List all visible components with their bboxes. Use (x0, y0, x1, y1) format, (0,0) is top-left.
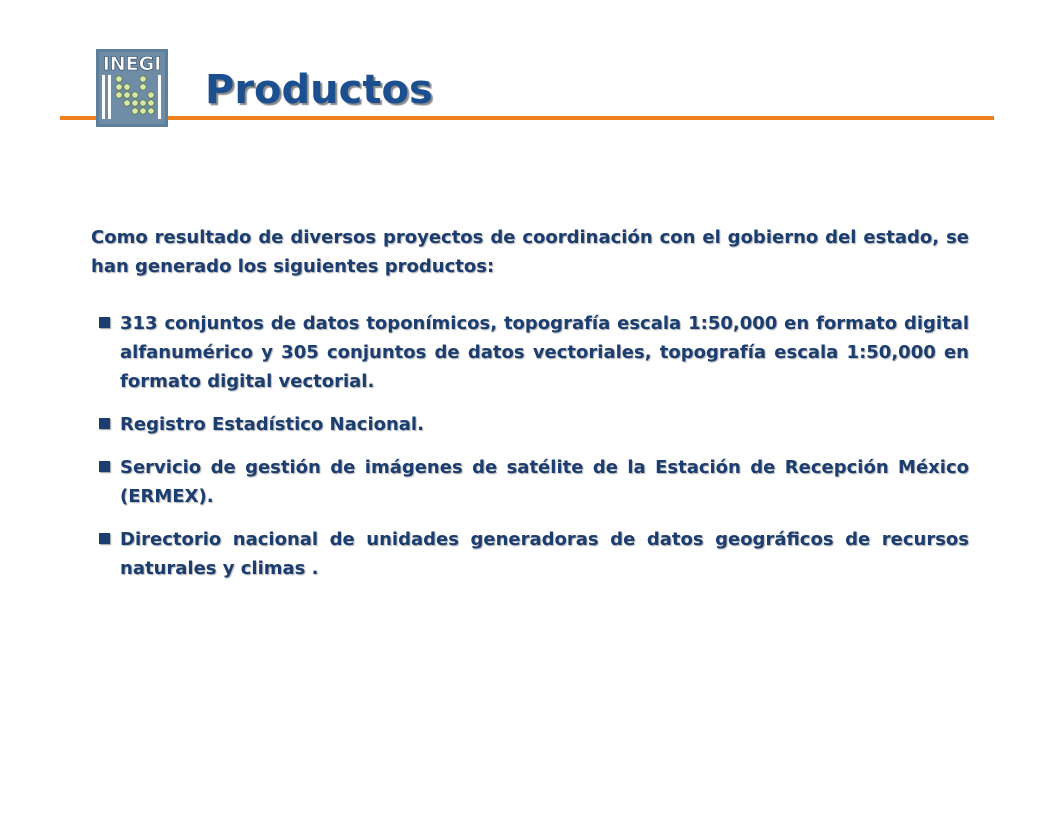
inegi-logo (96, 49, 168, 127)
header-divider (60, 116, 994, 120)
list-item-text: Servicio de gestión de imágenes de satélite de la Estación de Recepción México (ERMEX). (120, 457, 969, 507)
list-item (91, 410, 969, 439)
square-bullet-icon (99, 418, 110, 429)
list-item-text: 313 conjuntos de datos toponímicos, topografía escala 1:50,000 en formato digital alfanumérico y 305 conjuntos de datos vectoriales, topografía escala 1:50,000 en formato digital vectorial. (120, 313, 969, 392)
intro-paragraph: Como resultado de diversos proyectos de coordinación con el gobierno del estado, se han generado los siguientes productos: (91, 227, 969, 277)
svg-text:INEGI: INEGI (102, 53, 162, 75)
page-title: Productos (205, 67, 433, 113)
square-bullet-icon (99, 461, 110, 472)
square-bullet-icon (99, 533, 110, 544)
list-item (91, 453, 969, 511)
square-bullet-icon (99, 317, 110, 328)
list-item (91, 309, 969, 396)
main-content (91, 223, 969, 597)
list-item (91, 525, 969, 583)
list-item-text: Directorio nacional de unidades generadoras de datos geográficos de recursos naturales y climas . (120, 529, 969, 579)
list-item-text: Registro Estadístico Nacional. (120, 414, 424, 435)
product-list (91, 309, 969, 583)
